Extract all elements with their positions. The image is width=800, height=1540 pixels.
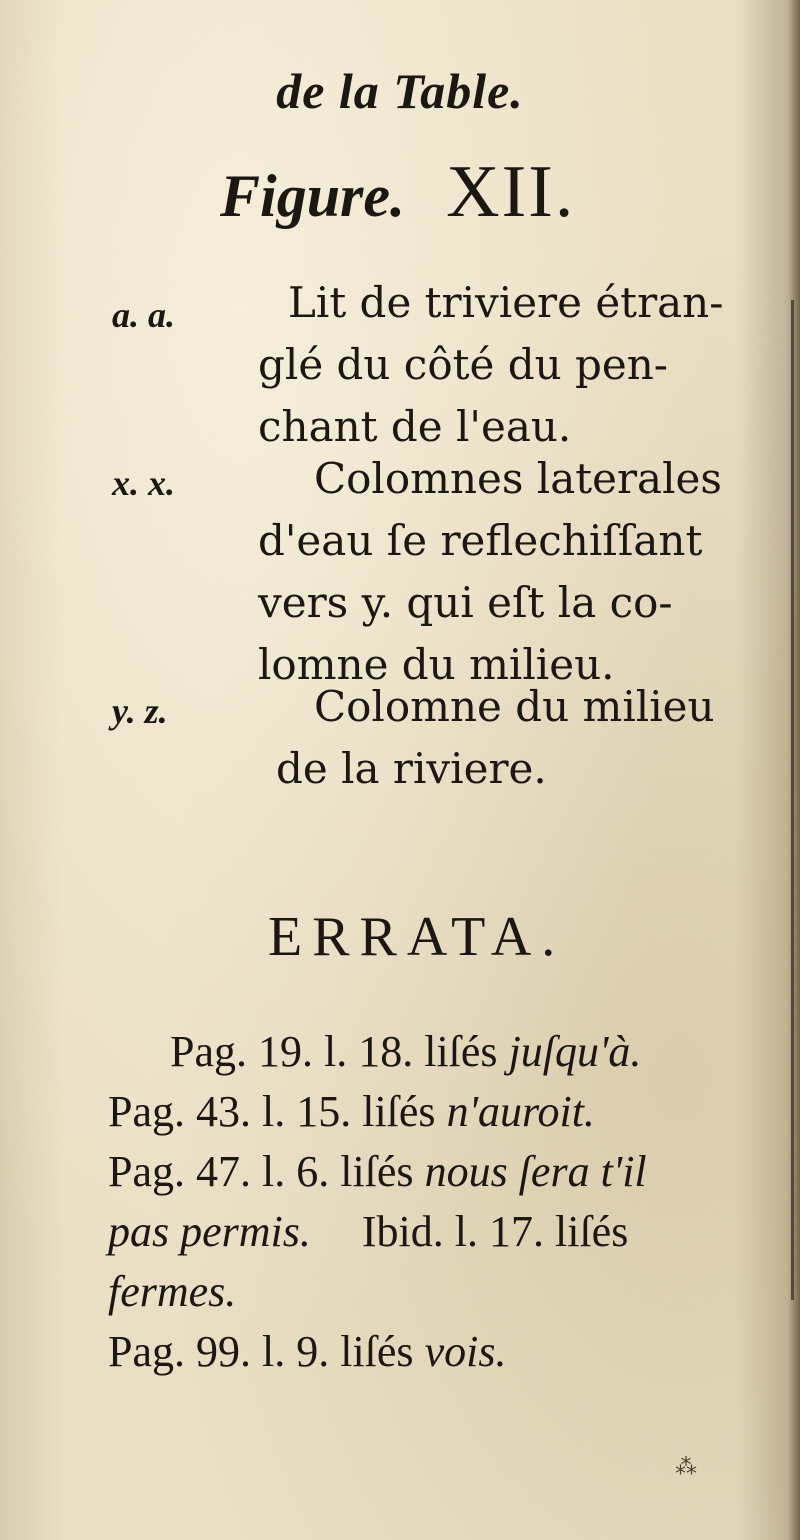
erratum-line [108, 1142, 788, 1202]
legend-key: x. x. [112, 463, 175, 503]
erratum-reference: Pag. 99. l. 9. liſés [108, 1327, 414, 1376]
legend-key: a. a. [112, 295, 175, 335]
legend-description [258, 676, 778, 800]
text-line: de la riviere. [276, 744, 547, 793]
text-line: lomne du milieu. [258, 640, 615, 689]
figure-heading [220, 150, 575, 235]
erratum-line [108, 1082, 788, 1142]
ornament-mark: ⁂ [675, 1455, 697, 1480]
text-line: Colomnes laterales [314, 454, 722, 503]
text-line: chant de l'eau. [258, 402, 572, 451]
legend-description [258, 448, 778, 696]
errata-title: ERRATA. [268, 906, 566, 968]
erratum-correction: nous ſera t'il [424, 1147, 647, 1196]
erratum-correction: n'auroit. [446, 1087, 595, 1136]
legend-key: y. z. [112, 691, 168, 731]
erratum-line [108, 1262, 788, 1322]
erratum-correction: fermes. [108, 1267, 237, 1316]
page-edge-rule [791, 300, 794, 1300]
erratum-line [170, 1022, 800, 1082]
erratum-line [108, 1322, 788, 1382]
legend-description [258, 272, 778, 458]
figure-number: XII. [446, 151, 576, 233]
erratum-correction: vois. [424, 1327, 507, 1376]
figure-label: Figure. [220, 163, 406, 229]
erratum-reference: Pag. 19. l. 18. liſés [170, 1027, 498, 1076]
text-line: glé du côté du pen- [258, 340, 668, 389]
erratum-reference: Pag. 47. l. 6. liſés [108, 1147, 414, 1196]
text-line: vers y. qui eſt la co- [258, 578, 673, 627]
text-line: d'eau ſe reflechiſſant [258, 516, 703, 565]
text-line: Colomne du milieu [314, 682, 715, 731]
erratum-line [108, 1202, 788, 1262]
erratum-correction: pas permis. [108, 1207, 311, 1256]
erratum-reference: Pag. 43. l. 15. liſés [108, 1087, 436, 1136]
text-line: Lit de triviere étran- [288, 278, 724, 327]
running-header: de la Table. [276, 63, 524, 119]
erratum-correction: juſqu'à. [508, 1027, 642, 1076]
page-edge-shadow [788, 0, 800, 1540]
erratum-reference: Ibid. l. 17. liſés [361, 1207, 629, 1256]
